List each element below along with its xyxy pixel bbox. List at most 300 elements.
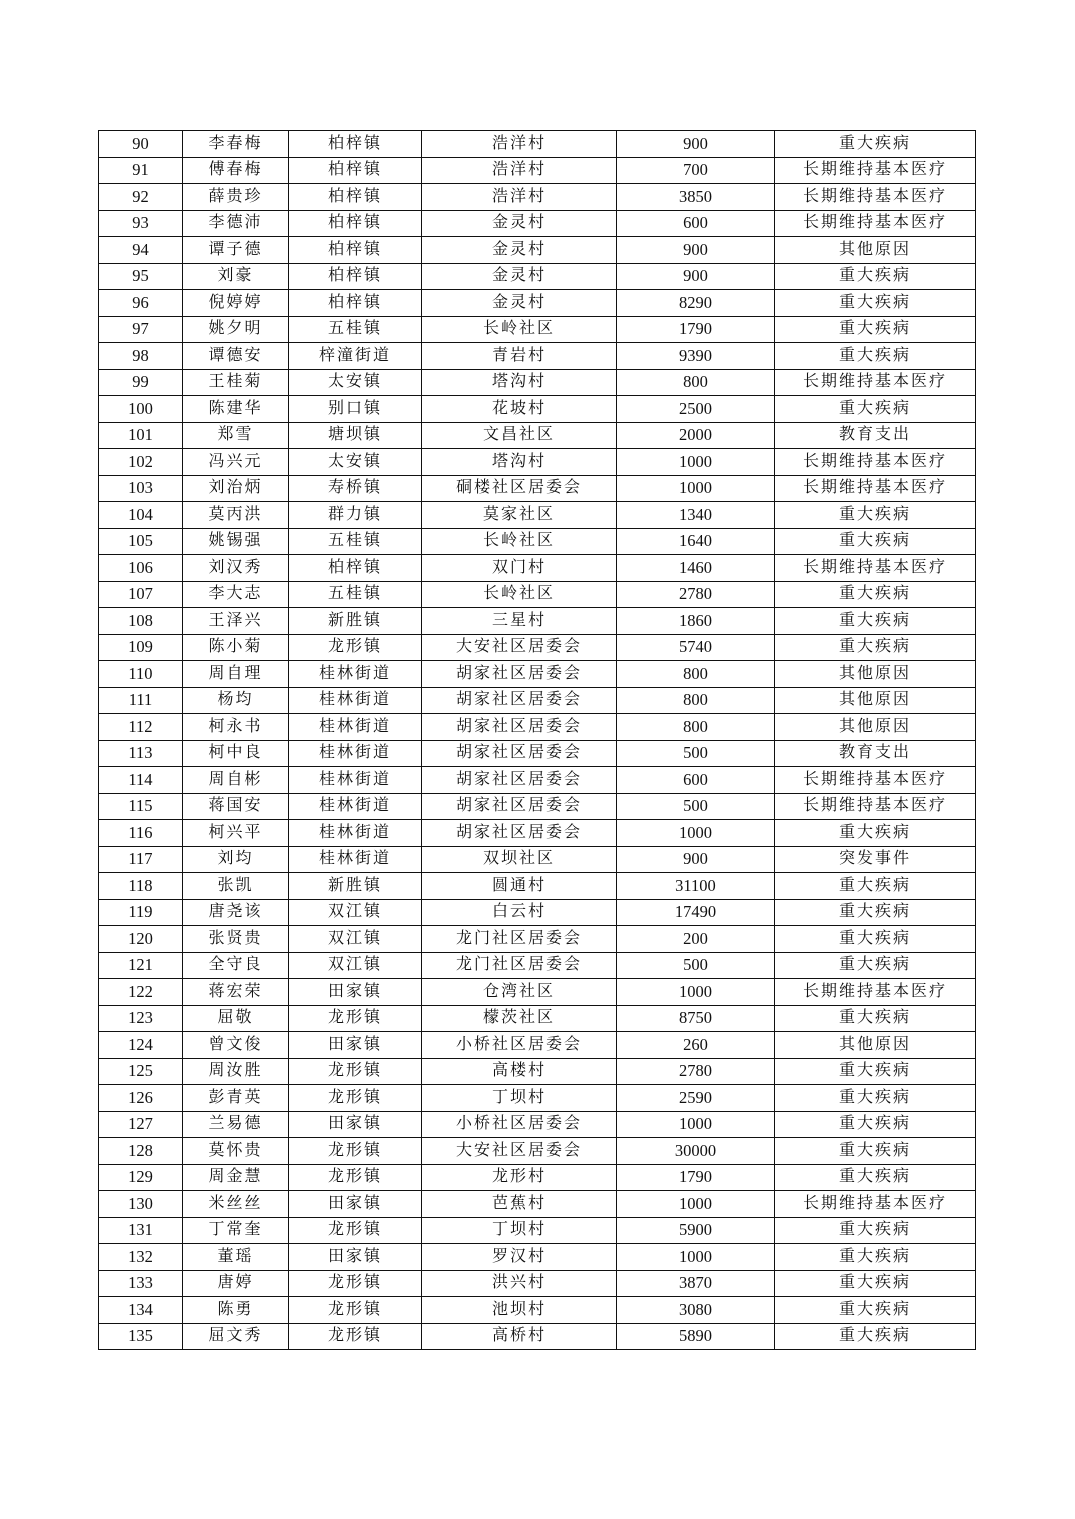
reason-cell: 重大疾病 — [775, 290, 976, 317]
town-cell: 柏梓镇 — [289, 237, 422, 264]
table-row — [99, 714, 976, 741]
person-name-cell: 杨均 — [183, 687, 289, 714]
row-number-cell: 135 — [99, 1323, 183, 1350]
town-cell: 龙形镇 — [289, 1270, 422, 1297]
town-cell: 五桂镇 — [289, 581, 422, 608]
town-cell: 新胜镇 — [289, 873, 422, 900]
row-number-cell: 111 — [99, 687, 183, 714]
reason-cell: 长期维持基本医疗 — [775, 210, 976, 237]
reason-cell: 突发事件 — [775, 846, 976, 873]
table-row — [99, 926, 976, 953]
reason-cell: 重大疾病 — [775, 820, 976, 847]
amount-cell: 1000 — [617, 820, 775, 847]
town-cell: 田家镇 — [289, 1244, 422, 1271]
town-cell: 新胜镇 — [289, 608, 422, 635]
amount-cell: 900 — [617, 263, 775, 290]
town-cell: 龙形镇 — [289, 1164, 422, 1191]
amount-cell: 5890 — [617, 1323, 775, 1350]
row-number-cell: 131 — [99, 1217, 183, 1244]
amount-cell: 3870 — [617, 1270, 775, 1297]
reason-cell: 重大疾病 — [775, 263, 976, 290]
table-row — [99, 979, 976, 1006]
village-cell: 仓湾社区 — [422, 979, 617, 1006]
town-cell: 桂林街道 — [289, 687, 422, 714]
reason-cell: 重大疾病 — [775, 926, 976, 953]
amount-cell: 1460 — [617, 555, 775, 582]
village-cell: 胡家社区居委会 — [422, 661, 617, 688]
reason-cell: 重大疾病 — [775, 1217, 976, 1244]
table-row — [99, 1217, 976, 1244]
town-cell: 龙形镇 — [289, 634, 422, 661]
person-name-cell: 周金慧 — [183, 1164, 289, 1191]
person-name-cell: 刘治炳 — [183, 475, 289, 502]
reason-cell: 长期维持基本医疗 — [775, 767, 976, 794]
town-cell: 柏梓镇 — [289, 184, 422, 211]
table-row — [99, 1297, 976, 1324]
person-name-cell: 兰易德 — [183, 1111, 289, 1138]
amount-cell: 900 — [617, 237, 775, 264]
town-cell: 柏梓镇 — [289, 263, 422, 290]
person-name-cell: 陈小菊 — [183, 634, 289, 661]
person-name-cell: 莫怀贵 — [183, 1138, 289, 1165]
reason-cell: 教育支出 — [775, 740, 976, 767]
row-number-cell: 132 — [99, 1244, 183, 1271]
village-cell: 胡家社区居委会 — [422, 793, 617, 820]
table-row — [99, 1032, 976, 1059]
row-number-cell: 124 — [99, 1032, 183, 1059]
village-cell: 塔沟村 — [422, 449, 617, 476]
table-row — [99, 528, 976, 555]
table-row — [99, 1270, 976, 1297]
town-cell: 桂林街道 — [289, 767, 422, 794]
person-name-cell: 屈敬 — [183, 1005, 289, 1032]
person-name-cell: 柯中良 — [183, 740, 289, 767]
amount-cell: 1000 — [617, 1244, 775, 1271]
row-number-cell: 102 — [99, 449, 183, 476]
town-cell: 五桂镇 — [289, 528, 422, 555]
amount-cell: 1640 — [617, 528, 775, 555]
reason-cell: 教育支出 — [775, 422, 976, 449]
village-cell: 三星村 — [422, 608, 617, 635]
row-number-cell: 100 — [99, 396, 183, 423]
table-row — [99, 1005, 976, 1032]
town-cell: 田家镇 — [289, 979, 422, 1006]
town-cell: 太安镇 — [289, 449, 422, 476]
town-cell: 双江镇 — [289, 899, 422, 926]
row-number-cell: 115 — [99, 793, 183, 820]
row-number-cell: 105 — [99, 528, 183, 555]
amount-cell: 5900 — [617, 1217, 775, 1244]
town-cell: 五桂镇 — [289, 316, 422, 343]
town-cell: 桂林街道 — [289, 820, 422, 847]
table-row — [99, 290, 976, 317]
table-row — [99, 316, 976, 343]
row-number-cell: 119 — [99, 899, 183, 926]
town-cell: 田家镇 — [289, 1032, 422, 1059]
amount-cell: 3080 — [617, 1297, 775, 1324]
person-name-cell: 周自彬 — [183, 767, 289, 794]
amount-cell: 2590 — [617, 1085, 775, 1112]
person-name-cell: 董瑶 — [183, 1244, 289, 1271]
amount-cell: 1000 — [617, 979, 775, 1006]
village-cell: 塔沟村 — [422, 369, 617, 396]
person-name-cell: 谭德安 — [183, 343, 289, 370]
table-row — [99, 793, 976, 820]
town-cell: 龙形镇 — [289, 1323, 422, 1350]
person-name-cell: 李春梅 — [183, 131, 289, 158]
town-cell: 龙形镇 — [289, 1058, 422, 1085]
person-name-cell: 蒋宏荣 — [183, 979, 289, 1006]
reason-cell: 重大疾病 — [775, 316, 976, 343]
row-number-cell: 130 — [99, 1191, 183, 1218]
row-number-cell: 126 — [99, 1085, 183, 1112]
person-name-cell: 郑雪 — [183, 422, 289, 449]
village-cell: 金灵村 — [422, 290, 617, 317]
table-row — [99, 1111, 976, 1138]
reason-cell: 重大疾病 — [775, 1323, 976, 1350]
town-cell: 柏梓镇 — [289, 131, 422, 158]
village-cell: 龙门社区居委会 — [422, 926, 617, 953]
table-row — [99, 237, 976, 264]
reason-cell: 长期维持基本医疗 — [775, 475, 976, 502]
row-number-cell: 129 — [99, 1164, 183, 1191]
town-cell: 龙形镇 — [289, 1217, 422, 1244]
row-number-cell: 122 — [99, 979, 183, 1006]
person-name-cell: 丁常奎 — [183, 1217, 289, 1244]
amount-cell: 500 — [617, 740, 775, 767]
reason-cell: 重大疾病 — [775, 1270, 976, 1297]
person-name-cell: 彭青英 — [183, 1085, 289, 1112]
table-row — [99, 634, 976, 661]
reason-cell: 长期维持基本医疗 — [775, 449, 976, 476]
reason-cell: 其他原因 — [775, 661, 976, 688]
row-number-cell: 116 — [99, 820, 183, 847]
village-cell: 胡家社区居委会 — [422, 820, 617, 847]
table-row — [99, 899, 976, 926]
table-body — [99, 131, 976, 1350]
row-number-cell: 120 — [99, 926, 183, 953]
person-name-cell: 姚夕明 — [183, 316, 289, 343]
table-row — [99, 1085, 976, 1112]
row-number-cell: 117 — [99, 846, 183, 873]
table-row — [99, 475, 976, 502]
village-cell: 圆通村 — [422, 873, 617, 900]
village-cell: 高楼村 — [422, 1058, 617, 1085]
village-cell: 文昌社区 — [422, 422, 617, 449]
row-number-cell: 90 — [99, 131, 183, 158]
row-number-cell: 127 — [99, 1111, 183, 1138]
table-row — [99, 873, 976, 900]
amount-cell: 1000 — [617, 475, 775, 502]
village-cell: 胡家社区居委会 — [422, 767, 617, 794]
table-row — [99, 343, 976, 370]
reason-cell: 重大疾病 — [775, 1244, 976, 1271]
reason-cell: 重大疾病 — [775, 1005, 976, 1032]
village-cell: 金灵村 — [422, 210, 617, 237]
amount-cell: 900 — [617, 846, 775, 873]
village-cell: 白云村 — [422, 899, 617, 926]
row-number-cell: 103 — [99, 475, 183, 502]
row-number-cell: 107 — [99, 581, 183, 608]
table-row — [99, 687, 976, 714]
reason-cell: 长期维持基本医疗 — [775, 979, 976, 1006]
table-row — [99, 131, 976, 158]
person-name-cell: 周汝胜 — [183, 1058, 289, 1085]
table-row — [99, 369, 976, 396]
row-number-cell: 94 — [99, 237, 183, 264]
amount-cell: 500 — [617, 793, 775, 820]
village-cell: 胡家社区居委会 — [422, 740, 617, 767]
row-number-cell: 106 — [99, 555, 183, 582]
table-row — [99, 449, 976, 476]
village-cell: 长岭社区 — [422, 528, 617, 555]
amount-cell: 500 — [617, 952, 775, 979]
person-name-cell: 王桂菊 — [183, 369, 289, 396]
village-cell: 金灵村 — [422, 263, 617, 290]
row-number-cell: 104 — [99, 502, 183, 529]
amount-cell: 700 — [617, 157, 775, 184]
person-name-cell: 傅春梅 — [183, 157, 289, 184]
row-number-cell: 92 — [99, 184, 183, 211]
person-name-cell: 陈勇 — [183, 1297, 289, 1324]
row-number-cell: 97 — [99, 316, 183, 343]
village-cell: 丁坝村 — [422, 1085, 617, 1112]
person-name-cell: 张贤贵 — [183, 926, 289, 953]
row-number-cell: 96 — [99, 290, 183, 317]
village-cell: 青岩村 — [422, 343, 617, 370]
amount-cell: 2780 — [617, 581, 775, 608]
amount-cell: 2780 — [617, 1058, 775, 1085]
town-cell: 桂林街道 — [289, 714, 422, 741]
row-number-cell: 99 — [99, 369, 183, 396]
reason-cell: 重大疾病 — [775, 873, 976, 900]
reason-cell: 重大疾病 — [775, 131, 976, 158]
row-number-cell: 98 — [99, 343, 183, 370]
town-cell: 龙形镇 — [289, 1085, 422, 1112]
table-row — [99, 1164, 976, 1191]
row-number-cell: 121 — [99, 952, 183, 979]
amount-cell: 8750 — [617, 1005, 775, 1032]
reason-cell: 重大疾病 — [775, 1297, 976, 1324]
table-row — [99, 396, 976, 423]
town-cell: 柏梓镇 — [289, 290, 422, 317]
person-name-cell: 刘均 — [183, 846, 289, 873]
reason-cell: 长期维持基本医疗 — [775, 184, 976, 211]
amount-cell: 17490 — [617, 899, 775, 926]
table-row — [99, 952, 976, 979]
town-cell: 田家镇 — [289, 1111, 422, 1138]
table-row — [99, 422, 976, 449]
person-name-cell: 柯兴平 — [183, 820, 289, 847]
person-name-cell: 倪婷婷 — [183, 290, 289, 317]
table-row — [99, 184, 976, 211]
reason-cell: 长期维持基本医疗 — [775, 1191, 976, 1218]
village-cell: 莫家社区 — [422, 502, 617, 529]
table-row — [99, 767, 976, 794]
town-cell: 田家镇 — [289, 1191, 422, 1218]
person-name-cell: 唐婷 — [183, 1270, 289, 1297]
row-number-cell: 112 — [99, 714, 183, 741]
amount-cell: 8290 — [617, 290, 775, 317]
person-name-cell: 张凯 — [183, 873, 289, 900]
amount-cell: 9390 — [617, 343, 775, 370]
person-name-cell: 周自理 — [183, 661, 289, 688]
village-cell: 大安社区居委会 — [422, 634, 617, 661]
person-name-cell: 李德沛 — [183, 210, 289, 237]
table-row — [99, 846, 976, 873]
village-cell: 龙形村 — [422, 1164, 617, 1191]
table-row — [99, 661, 976, 688]
reason-cell: 重大疾病 — [775, 634, 976, 661]
amount-cell: 600 — [617, 767, 775, 794]
village-cell: 浩洋村 — [422, 131, 617, 158]
person-name-cell: 陈建华 — [183, 396, 289, 423]
village-cell: 浩洋村 — [422, 157, 617, 184]
table-row — [99, 210, 976, 237]
amount-cell: 30000 — [617, 1138, 775, 1165]
table-row — [99, 157, 976, 184]
row-number-cell: 108 — [99, 608, 183, 635]
table-row — [99, 555, 976, 582]
reason-cell: 长期维持基本医疗 — [775, 793, 976, 820]
village-cell: 胡家社区居委会 — [422, 687, 617, 714]
table-row — [99, 1323, 976, 1350]
amount-cell: 1000 — [617, 449, 775, 476]
amount-cell: 800 — [617, 714, 775, 741]
row-number-cell: 91 — [99, 157, 183, 184]
person-name-cell: 唐尧该 — [183, 899, 289, 926]
amount-cell: 900 — [617, 131, 775, 158]
town-cell: 柏梓镇 — [289, 210, 422, 237]
person-name-cell: 薛贵珍 — [183, 184, 289, 211]
person-name-cell: 米丝丝 — [183, 1191, 289, 1218]
person-name-cell: 刘豪 — [183, 263, 289, 290]
amount-cell: 1000 — [617, 1111, 775, 1138]
town-cell: 梓潼街道 — [289, 343, 422, 370]
person-name-cell: 王泽兴 — [183, 608, 289, 635]
village-cell: 丁坝村 — [422, 1217, 617, 1244]
row-number-cell: 134 — [99, 1297, 183, 1324]
town-cell: 龙形镇 — [289, 1005, 422, 1032]
amount-cell: 200 — [617, 926, 775, 953]
person-name-cell: 姚锡强 — [183, 528, 289, 555]
reason-cell: 重大疾病 — [775, 1138, 976, 1165]
amount-cell: 600 — [617, 210, 775, 237]
amount-cell: 2000 — [617, 422, 775, 449]
town-cell: 桂林街道 — [289, 740, 422, 767]
person-name-cell: 谭子德 — [183, 237, 289, 264]
village-cell: 长岭社区 — [422, 581, 617, 608]
village-cell: 双坝社区 — [422, 846, 617, 873]
village-cell: 池坝村 — [422, 1297, 617, 1324]
person-name-cell: 曾文俊 — [183, 1032, 289, 1059]
reason-cell: 重大疾病 — [775, 502, 976, 529]
row-number-cell: 95 — [99, 263, 183, 290]
person-name-cell: 李大志 — [183, 581, 289, 608]
table-row — [99, 820, 976, 847]
reason-cell: 重大疾病 — [775, 1111, 976, 1138]
town-cell: 桂林街道 — [289, 846, 422, 873]
village-cell: 长岭社区 — [422, 316, 617, 343]
table-row — [99, 502, 976, 529]
row-number-cell: 128 — [99, 1138, 183, 1165]
table-row — [99, 1244, 976, 1271]
amount-cell: 31100 — [617, 873, 775, 900]
reason-cell: 重大疾病 — [775, 1058, 976, 1085]
amount-cell: 800 — [617, 661, 775, 688]
village-cell: 浩洋村 — [422, 184, 617, 211]
village-cell: 双门村 — [422, 555, 617, 582]
village-cell: 金灵村 — [422, 237, 617, 264]
reason-cell: 重大疾病 — [775, 608, 976, 635]
village-cell: 大安社区居委会 — [422, 1138, 617, 1165]
village-cell: 洪兴村 — [422, 1270, 617, 1297]
town-cell: 双江镇 — [289, 952, 422, 979]
reason-cell: 其他原因 — [775, 237, 976, 264]
reason-cell: 重大疾病 — [775, 952, 976, 979]
reason-cell: 长期维持基本医疗 — [775, 555, 976, 582]
table-row — [99, 581, 976, 608]
reason-cell: 其他原因 — [775, 1032, 976, 1059]
town-cell: 别口镇 — [289, 396, 422, 423]
row-number-cell: 123 — [99, 1005, 183, 1032]
table-row — [99, 740, 976, 767]
table-row — [99, 1058, 976, 1085]
amount-cell: 1790 — [617, 316, 775, 343]
town-cell: 寿桥镇 — [289, 475, 422, 502]
village-cell: 罗汉村 — [422, 1244, 617, 1271]
reason-cell: 重大疾病 — [775, 396, 976, 423]
town-cell: 柏梓镇 — [289, 157, 422, 184]
reason-cell: 重大疾病 — [775, 1085, 976, 1112]
village-cell: 硐楼社区居委会 — [422, 475, 617, 502]
row-number-cell: 109 — [99, 634, 183, 661]
reason-cell: 重大疾病 — [775, 343, 976, 370]
town-cell: 龙形镇 — [289, 1297, 422, 1324]
person-name-cell: 冯兴元 — [183, 449, 289, 476]
table-row — [99, 1138, 976, 1165]
amount-cell: 260 — [617, 1032, 775, 1059]
town-cell: 桂林街道 — [289, 793, 422, 820]
reason-cell: 重大疾病 — [775, 528, 976, 555]
town-cell: 龙形镇 — [289, 1138, 422, 1165]
reason-cell: 重大疾病 — [775, 581, 976, 608]
row-number-cell: 133 — [99, 1270, 183, 1297]
amount-cell: 800 — [617, 687, 775, 714]
table-row — [99, 263, 976, 290]
table-row — [99, 608, 976, 635]
amount-cell: 2500 — [617, 396, 775, 423]
town-cell: 塘坝镇 — [289, 422, 422, 449]
person-name-cell: 柯永书 — [183, 714, 289, 741]
village-cell: 高桥村 — [422, 1323, 617, 1350]
table-row — [99, 1191, 976, 1218]
assistance-table — [98, 130, 976, 1350]
person-name-cell: 屈文秀 — [183, 1323, 289, 1350]
reason-cell: 重大疾病 — [775, 899, 976, 926]
reason-cell: 重大疾病 — [775, 1164, 976, 1191]
amount-cell: 1000 — [617, 1191, 775, 1218]
amount-cell: 1860 — [617, 608, 775, 635]
person-name-cell: 蒋国安 — [183, 793, 289, 820]
town-cell: 群力镇 — [289, 502, 422, 529]
village-cell: 芭蕉村 — [422, 1191, 617, 1218]
row-number-cell: 114 — [99, 767, 183, 794]
reason-cell: 其他原因 — [775, 714, 976, 741]
person-name-cell: 全守良 — [183, 952, 289, 979]
amount-cell: 1340 — [617, 502, 775, 529]
village-cell: 龙门社区居委会 — [422, 952, 617, 979]
